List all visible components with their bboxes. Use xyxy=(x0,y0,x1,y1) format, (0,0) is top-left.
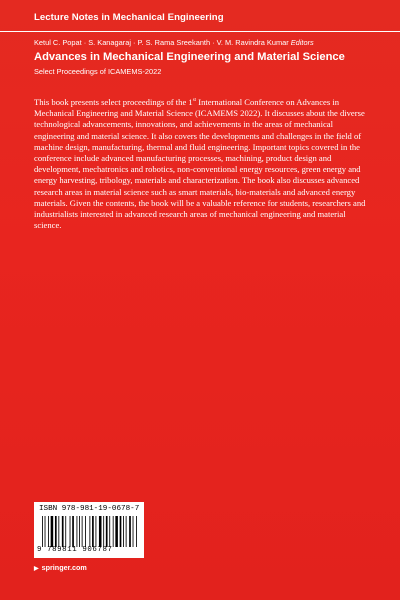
barcode-bar xyxy=(58,516,59,547)
series-title: Lecture Notes in Mechanical Engineering xyxy=(34,12,224,23)
barcode-bar xyxy=(126,516,127,547)
barcode-bar xyxy=(77,516,78,547)
description-lead: This book presents select proceedings of the 1 xyxy=(34,97,193,107)
barcode-bar xyxy=(103,516,104,547)
barcode-bar xyxy=(85,516,86,547)
barcode-bar xyxy=(96,516,97,547)
description-body: International Conference on Advances in Mechanical Engineering and Material Science (ICAMEMS 2022). It discusses about the diverse technological advancements, innovations, and achievements in the areas of mechanical engineering and material science. It also covers the developments and challenges in the field of machine design, manufacturing, thermal and fluid engineering. Important topics covered in the conference include advanced manufacturing processes, machining, product design and development, mechatronics and robotics, non-conventional energy resources, green energy and energy harvesting, tribology, materials and characterization. The book also discusses advanced research areas in material science such as smart materials, bio-materials and advanced energy materials. Given the contents, the book will be a valuable reference for students, researchers and industrialists interested in advanced research areas of mechanical engineering and material science. xyxy=(34,97,366,231)
editors-role-label: Editors xyxy=(290,38,314,47)
barcode-digits: 9 789811 906787 xyxy=(37,546,113,554)
barcode-bar xyxy=(136,516,137,547)
barcode-bar xyxy=(106,516,108,547)
barcode-graphic xyxy=(42,516,138,547)
triangle-right-icon: ▶ xyxy=(34,566,39,572)
barcode-bar xyxy=(62,516,64,547)
barcode-bar xyxy=(48,516,49,547)
barcode-bar xyxy=(79,516,80,547)
barcode-bar xyxy=(72,516,74,547)
barcode-bar xyxy=(133,516,134,547)
publisher-url: springer.com xyxy=(41,563,87,572)
barcode-bar xyxy=(45,516,46,547)
barcode-bar xyxy=(129,516,131,547)
isbn-label: ISBN 978-981-19-0678-7 xyxy=(39,505,140,513)
editor-names: Ketul C. Popat · S. Kanagaraj · P. S. Rama Sreekanth · V. M. Ravindra Kumar xyxy=(34,38,289,47)
editors-line xyxy=(34,38,314,47)
description-ordinal: st xyxy=(192,98,197,104)
book-description xyxy=(34,97,369,231)
barcode-bar xyxy=(51,516,54,547)
barcode-bar xyxy=(123,516,124,547)
barcode-bar xyxy=(92,516,94,547)
header-divider xyxy=(0,31,400,32)
barcode-bar xyxy=(55,516,57,547)
barcode-bar xyxy=(120,516,122,547)
barcode-bar xyxy=(89,516,90,547)
barcode-bar xyxy=(70,516,71,547)
barcode-bar xyxy=(113,516,114,547)
barcode-bar xyxy=(42,516,43,547)
publisher-link[interactable] xyxy=(34,563,87,572)
book-title: Advances in Mechanical Engineering and Material Science xyxy=(34,51,345,63)
barcode-panel xyxy=(34,502,144,558)
barcode-bar xyxy=(99,516,102,547)
barcode-bar xyxy=(65,516,66,547)
barcode-bar xyxy=(82,516,83,547)
editors-role xyxy=(291,38,314,47)
barcode-bar xyxy=(115,516,118,547)
book-subtitle: Select Proceedings of ICAMEMS-2022 xyxy=(34,67,162,76)
barcode-bar xyxy=(109,516,110,547)
